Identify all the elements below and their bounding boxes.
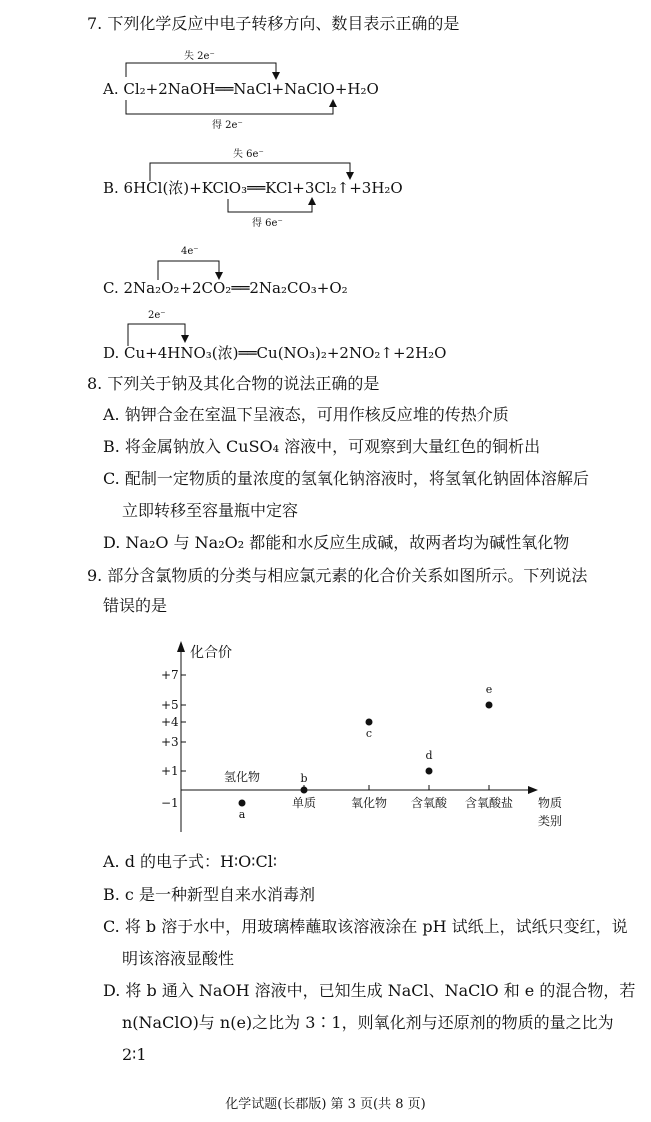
q7-b-bottom-label: 得 6e⁻ <box>252 218 283 229</box>
q7-option-c: C. 2Na₂O₂+2CO₂══2Na₂CO₃+O₂ <box>103 279 348 297</box>
point-label-b: b <box>300 772 308 785</box>
point-label-a: a <box>238 808 246 821</box>
q8-option-d: D. Na₂O 与 Na₂O₂ 都能和水反应生成碱，故两者均为碱性氧化物 <box>103 533 570 552</box>
y-tick-label: +1 <box>161 764 179 778</box>
category-label: 含氧酸 <box>410 796 448 810</box>
x-axis-label-1: 物质 <box>538 796 563 810</box>
q8-option-a: A. 钠钾合金在室温下呈液态，可用作核反应堆的传热介质 <box>103 405 509 424</box>
q9-option-a <box>103 852 277 872</box>
y-tick-label: +4 <box>161 715 179 729</box>
x-axis-arrow <box>528 786 538 794</box>
q9-option-b: B. c 是一种新型自来水消毒剂 <box>103 885 315 904</box>
y-tick-label: +7 <box>161 668 179 682</box>
point-b <box>301 787 308 794</box>
q9-option-d-line2: n(NaClO)与 n(e)之比为 3∶1，则氧化剂与还原剂的物质的量之比为 <box>122 1013 614 1032</box>
point-label-d: d <box>425 749 433 762</box>
y-axis-label: 化合价 <box>190 645 232 661</box>
category-label: 氧化物 <box>350 796 388 810</box>
q7-d-top-label: 2e⁻ <box>148 310 166 321</box>
q7-stem: 7. 下列化学反应中电子转移方向、数目表示正确的是 <box>87 14 460 33</box>
q9-option-a-text: A. d 的电子式：H∶O∶Cl∶ <box>103 852 277 871</box>
point-d <box>426 768 433 775</box>
y-tick-label: +3 <box>161 735 179 749</box>
q9-option-d-line1: D. 将 b 通入 NaOH 溶液中，已知生成 NaCl、NaClO 和 e 的混合物，若 <box>103 981 636 1000</box>
point-e <box>486 702 493 709</box>
q9-stem-line2: 错误的是 <box>103 596 168 615</box>
point-label-c: c <box>365 727 373 740</box>
q8-option-b: B. 将金属钠放入 CuSO₄ 溶液中，可观察到大量红色的铜析出 <box>103 437 541 456</box>
category-label: 含氧酸盐 <box>464 796 514 810</box>
y-tick-label: −1 <box>161 796 179 810</box>
q7-a-bottom-label: 得 2e⁻ <box>212 120 243 131</box>
y-tick-label: +5 <box>161 698 179 712</box>
q9-option-c-line2: 明该溶液显酸性 <box>122 949 235 968</box>
q8-option-c-line1: C. 配制一定物质的量浓度的氢氧化钠溶液时，将氢氧化钠固体溶解后 <box>103 469 589 488</box>
point-a <box>239 800 246 807</box>
category-label: 氢化物 <box>223 770 261 784</box>
q8-stem: 8. 下列关于钠及其化合物的说法正确的是 <box>87 374 380 393</box>
q7-option-b: B. 6HCl(浓)+KClO₃══KCl+3Cl₂↑+3H₂O <box>103 179 403 197</box>
point-label-e: e <box>485 683 493 696</box>
q8-option-c-line2: 立即转移至容量瓶中定容 <box>122 501 299 520</box>
x-axis-label-2: 类别 <box>538 814 563 828</box>
valence-chart <box>0 635 651 855</box>
q9-stem-line1: 9. 部分含氯物质的分类与相应氯元素的化合价关系如图所示。下列说法 <box>87 566 588 585</box>
q7-b-top-label: 失 6e⁻ <box>233 149 264 160</box>
q7-a-top-label: 失 2e⁻ <box>184 51 215 62</box>
q7-option-a: A. Cl₂+2NaOH══NaCl+NaClO+H₂O <box>103 80 379 98</box>
page-footer: 化学试题(长郡版) 第 3 页(共 8 页) <box>225 1097 426 1112</box>
y-axis-arrow <box>177 641 185 652</box>
q7-option-d: D. Cu+4HNO₃(浓)══Cu(NO₃)₂+2NO₂↑+2H₂O <box>103 344 447 362</box>
point-c <box>366 719 373 726</box>
q9-option-d-line3: 2∶1 <box>122 1045 147 1064</box>
category-label: 单质 <box>291 796 317 810</box>
q9-option-c-line1: C. 将 b 溶于水中，用玻璃棒蘸取该溶液涂在 pH 试纸上，试纸只变红，说 <box>103 917 628 936</box>
q7-c-top-label: 4e⁻ <box>181 246 199 257</box>
